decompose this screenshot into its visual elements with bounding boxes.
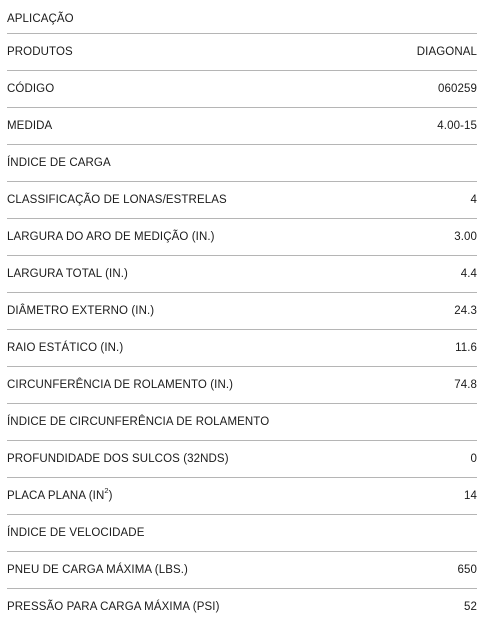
spec-row-aplicacao bbox=[7, 0, 477, 37]
spec-row-indice-velocidade bbox=[7, 514, 477, 551]
spec-label: PNEU DE CARGA MÁXIMA (LBS.) bbox=[7, 563, 188, 576]
spec-label: LARGURA TOTAL (IN.) bbox=[7, 267, 128, 280]
spec-label-text: PLACA PLANA (IN bbox=[7, 489, 105, 502]
spec-value: 4 bbox=[470, 193, 477, 206]
spec-row-pneu-carga-maxima bbox=[7, 551, 477, 588]
spec-row-codigo bbox=[7, 70, 477, 107]
spec-value: 4.00-15 bbox=[437, 119, 477, 132]
spec-label bbox=[7, 485, 113, 502]
spec-row-diametro-externo bbox=[7, 292, 477, 329]
spec-value: 24.3 bbox=[454, 304, 477, 317]
spec-row-largura-aro bbox=[7, 218, 477, 255]
spec-label: PROFUNDIDADE DOS SULCOS (32NDS) bbox=[7, 452, 229, 465]
spec-row-largura-total bbox=[7, 255, 477, 292]
spec-value: 650 bbox=[457, 563, 477, 576]
spec-label: CÓDIGO bbox=[7, 82, 55, 95]
spec-value: 0 bbox=[470, 452, 477, 465]
spec-label: LARGURA DO ARO DE MEDIÇÃO (IN.) bbox=[7, 230, 215, 243]
spec-label: DIÂMETRO EXTERNO (IN.) bbox=[7, 304, 155, 317]
spec-value: DIAGONAL bbox=[416, 45, 477, 58]
spec-label: ÍNDICE DE VELOCIDADE bbox=[7, 526, 145, 539]
spec-label: RAIO ESTÁTICO (IN.) bbox=[7, 341, 124, 354]
spec-row-raio-estatico bbox=[7, 329, 477, 366]
spec-label: ÍNDICE DE CIRCUNFERÊNCIA DE ROLAMENTO bbox=[7, 415, 270, 428]
spec-row-indice-circunferencia bbox=[7, 403, 477, 440]
spec-label-text-end: ) bbox=[108, 489, 113, 502]
spec-label: ÍNDICE DE CARGA bbox=[7, 156, 111, 169]
spec-row-placa-plana bbox=[7, 477, 477, 514]
spec-value: 74.8 bbox=[454, 378, 477, 391]
spec-row-classificacao-lonas bbox=[7, 181, 477, 218]
spec-row-medida bbox=[7, 107, 477, 144]
spec-label: PRODUTOS bbox=[7, 45, 73, 58]
spec-value: 14 bbox=[464, 489, 477, 502]
spec-value: 4.4 bbox=[460, 267, 477, 280]
spec-label-superscript: 2 bbox=[104, 485, 109, 495]
spec-label: CIRCUNFERÊNCIA DE ROLAMENTO (IN.) bbox=[7, 378, 234, 391]
spec-row-pressao-carga-maxima bbox=[7, 588, 477, 625]
spec-row-profundidade-sulcos bbox=[7, 440, 477, 477]
spec-row-produtos bbox=[7, 33, 477, 70]
spec-row-circunferencia-rolamento bbox=[7, 366, 477, 403]
spec-label: APLICAÇÃO bbox=[7, 12, 74, 25]
spec-value: 3.00 bbox=[454, 230, 477, 243]
spec-label: MEDIDA bbox=[7, 119, 53, 132]
spec-value: 060259 bbox=[438, 82, 477, 95]
spec-value: 52 bbox=[464, 600, 477, 613]
spec-value: 11.6 bbox=[455, 341, 477, 354]
spec-label: CLASSIFICAÇÃO DE LONAS/ESTRELAS bbox=[7, 193, 227, 206]
spec-row-indice-carga bbox=[7, 144, 477, 181]
spec-label: PRESSÃO PARA CARGA MÁXIMA (PSI) bbox=[7, 600, 220, 613]
